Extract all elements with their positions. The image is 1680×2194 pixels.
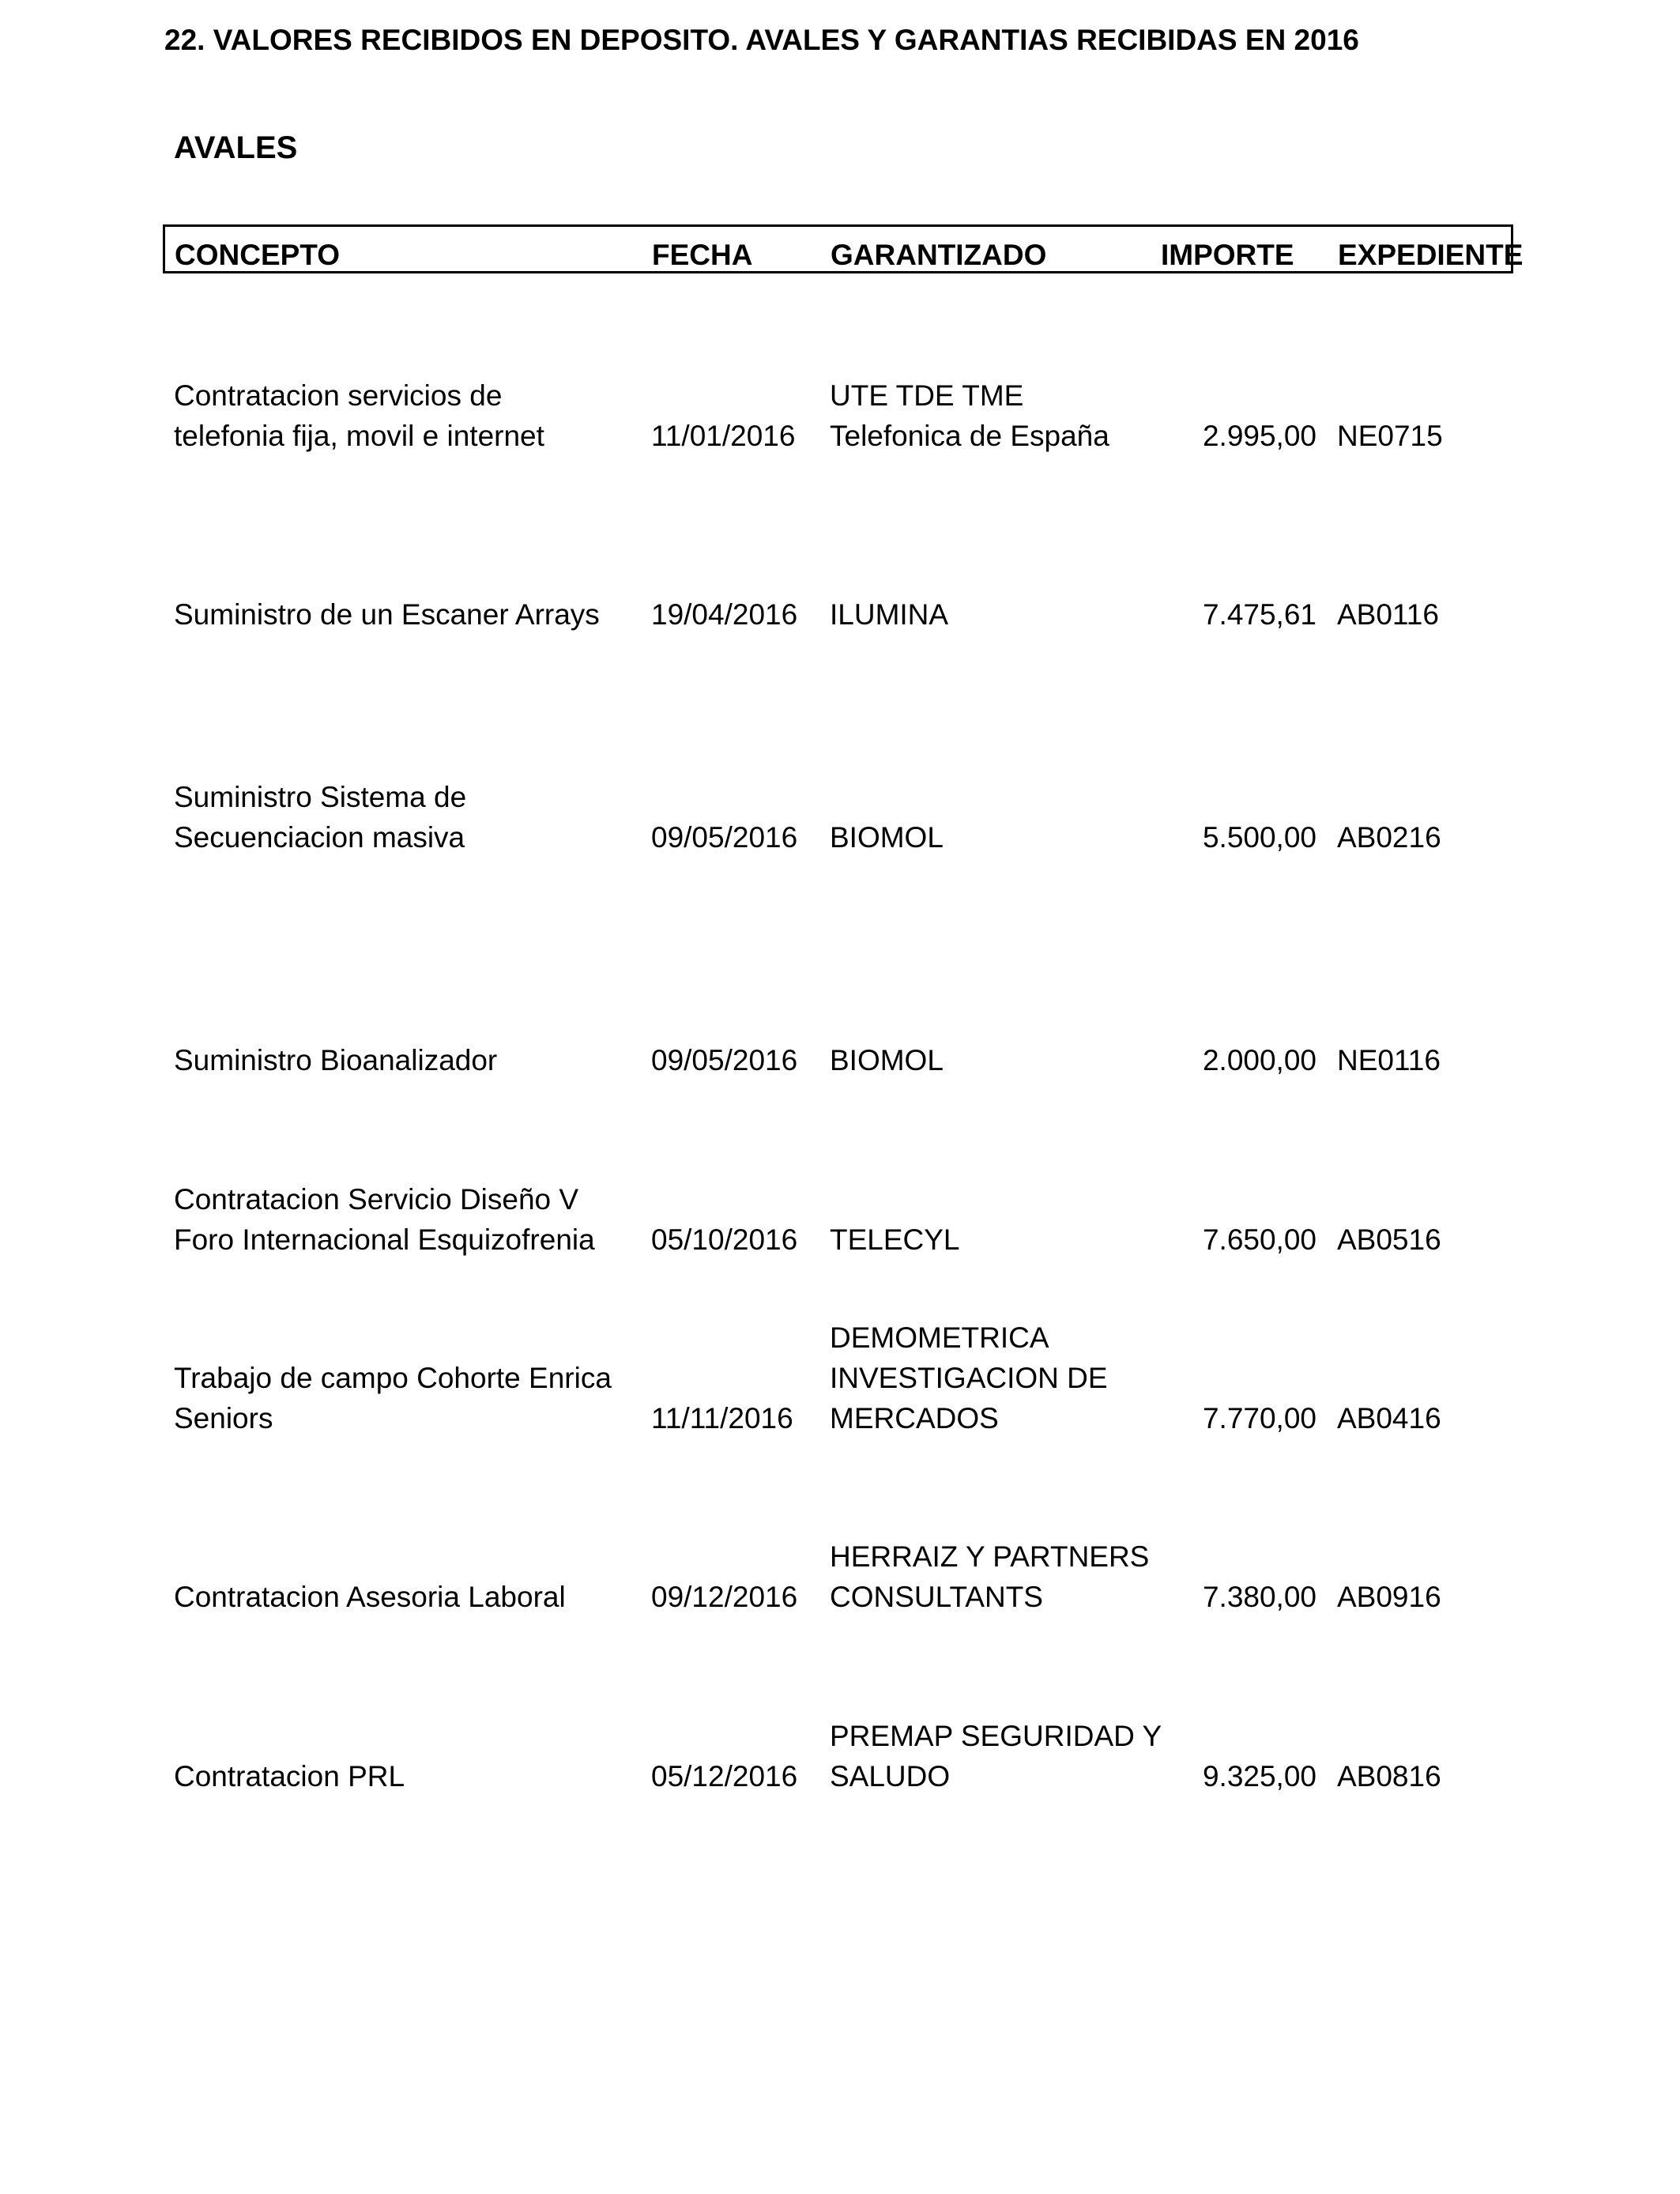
cell-importe: 7.475,61 xyxy=(1202,598,1317,631)
garantizado-line: PREMAP SEGURIDAD Y xyxy=(830,1720,1162,1752)
garantizado-line: Telefonica de España xyxy=(830,420,1109,452)
cell-expediente: AB0516 xyxy=(1337,1223,1441,1256)
cell-garantizado xyxy=(830,1716,1162,1796)
garantizado-line: BIOMOL xyxy=(830,1044,944,1076)
garantizado-line: MERCADOS xyxy=(830,1402,999,1434)
cell-concepto xyxy=(174,1358,612,1438)
cell-expediente: NE0715 xyxy=(1337,420,1443,452)
garantizado-line: UTE TDE TME xyxy=(830,379,1024,412)
cell-garantizado xyxy=(830,1040,944,1080)
section-title: AVALES xyxy=(174,130,298,165)
garantizado-line: ILUMINA xyxy=(830,598,949,631)
cell-importe: 2.995,00 xyxy=(1202,420,1317,452)
garantizado-line: SALUDO xyxy=(830,1760,951,1793)
cell-garantizado xyxy=(830,817,944,858)
cell-fecha: 09/12/2016 xyxy=(651,1581,798,1613)
garantizado-line: TELECYL xyxy=(830,1223,960,1256)
cell-concepto xyxy=(174,777,466,858)
concepto-line: telefonia fija, movil e internet xyxy=(174,420,544,452)
cell-importe: 5.500,00 xyxy=(1202,821,1317,854)
table-header xyxy=(163,224,1524,273)
concepto-line: Contratacion PRL xyxy=(174,1760,405,1793)
cell-fecha: 05/10/2016 xyxy=(651,1223,798,1256)
concepto-line: Secuenciacion masiva xyxy=(174,821,465,854)
garantizado-line: CONSULTANTS xyxy=(830,1581,1043,1613)
cell-expediente: AB0916 xyxy=(1337,1581,1441,1613)
header-expediente: EXPEDIENTE xyxy=(1338,239,1524,271)
concepto-line: Foro Internacional Esquizofrenia xyxy=(174,1223,595,1256)
concepto-line: Seniors xyxy=(174,1402,273,1434)
header-importe: IMPORTE xyxy=(1161,239,1294,271)
cell-importe: 7.650,00 xyxy=(1202,1223,1317,1256)
cell-expediente: AB0416 xyxy=(1337,1402,1441,1434)
garantizado-line: INVESTIGACION DE xyxy=(830,1362,1108,1394)
concepto-line: Contratacion servicios de xyxy=(174,379,503,412)
cell-concepto xyxy=(174,594,600,635)
concepto-line: Contratacion Servicio Diseño V xyxy=(174,1183,579,1216)
cell-garantizado xyxy=(830,594,948,635)
cell-garantizado xyxy=(830,1220,960,1260)
header-garantizado: GARANTIZADO xyxy=(831,239,1047,271)
cell-concepto xyxy=(174,375,544,456)
cell-concepto xyxy=(174,1179,595,1260)
cell-expediente: AB0216 xyxy=(1337,821,1441,854)
cell-fecha: 11/01/2016 xyxy=(651,420,796,452)
garantizado-line: BIOMOL xyxy=(830,821,944,854)
cell-fecha: 11/11/2016 xyxy=(651,1402,793,1434)
header-fecha: FECHA xyxy=(652,239,753,271)
cell-fecha: 19/04/2016 xyxy=(651,598,798,631)
concepto-line: Contratacion Asesoria Laboral xyxy=(174,1581,566,1613)
concepto-line: Trabajo de campo Cohorte Enrica xyxy=(174,1362,612,1394)
cell-expediente: NE0116 xyxy=(1337,1044,1441,1076)
concepto-line: Suministro de un Escaner Arrays xyxy=(174,598,600,631)
cell-expediente: AB0116 xyxy=(1337,598,1439,631)
garantizado-line: HERRAIZ Y PARTNERS xyxy=(830,1540,1150,1573)
cell-garantizado xyxy=(830,1318,1108,1438)
header-concepto: CONCEPTO xyxy=(175,239,341,271)
page-title: 22. VALORES RECIBIDOS EN DEPOSITO. AVALES Y GARANTIAS RECIBIDAS EN 2016 xyxy=(164,24,1359,56)
cell-importe: 7.770,00 xyxy=(1202,1402,1317,1434)
concepto-line: Suministro Bioanalizador xyxy=(174,1044,498,1076)
concepto-line: Suministro Sistema de xyxy=(174,781,467,813)
cell-fecha: 09/05/2016 xyxy=(651,821,798,854)
cell-fecha: 09/05/2016 xyxy=(651,1044,798,1076)
garantizado-line: DEMOMETRICA xyxy=(830,1321,1049,1354)
cell-importe: 2.000,00 xyxy=(1202,1044,1317,1076)
cell-concepto xyxy=(174,1756,405,1796)
cell-expediente: AB0816 xyxy=(1337,1760,1441,1793)
cell-concepto xyxy=(174,1577,566,1617)
cell-concepto xyxy=(174,1040,497,1080)
cell-importe: 9.325,00 xyxy=(1202,1760,1317,1793)
cell-garantizado xyxy=(830,375,1109,456)
cell-fecha: 05/12/2016 xyxy=(651,1760,798,1793)
cell-garantizado xyxy=(830,1536,1149,1617)
cell-importe: 7.380,00 xyxy=(1202,1581,1317,1613)
